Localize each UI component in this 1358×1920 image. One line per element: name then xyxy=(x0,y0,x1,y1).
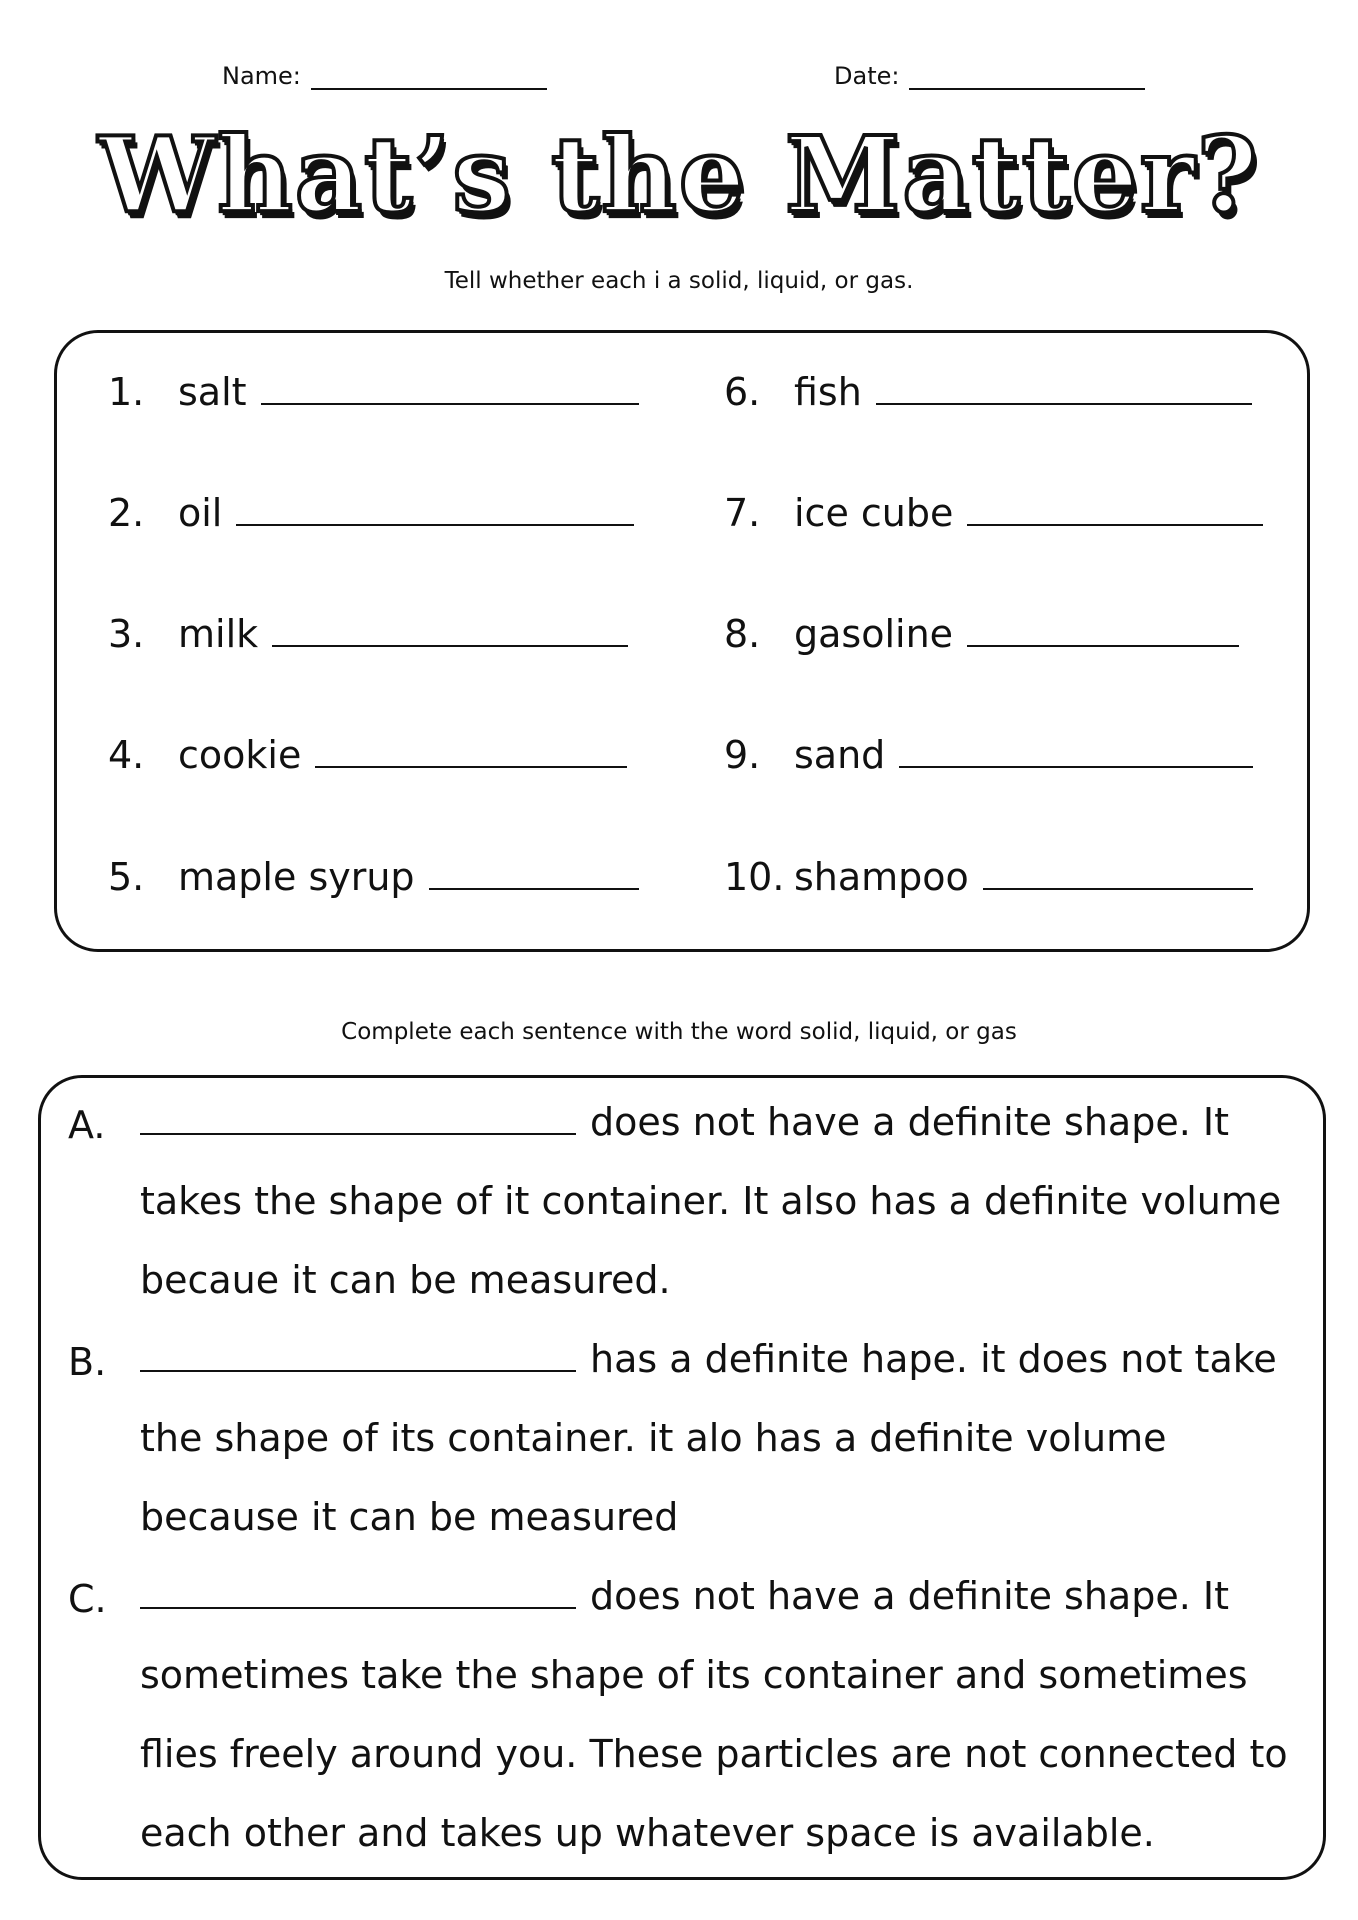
item-word: fish xyxy=(794,370,862,414)
answer-blank[interactable] xyxy=(876,375,1252,405)
answer-blank[interactable] xyxy=(236,496,634,526)
sentence-text: has a definite hape. it does not take the shape of its container. it alo has a definite volume because it can be measured xyxy=(140,1337,1277,1539)
item-number: 5. xyxy=(108,855,145,899)
list-item xyxy=(108,370,639,414)
sentence-text: does not have a definite shape. It takes the shape of it container. It also has a definite volume becaue it can be measured. xyxy=(140,1100,1282,1302)
instruction-part-2: Complete each sentence with the word solid, liquid, or gas xyxy=(341,1019,1017,1045)
item-number: 6. xyxy=(724,370,761,414)
item-number: 2. xyxy=(108,491,145,535)
date-label: Date: xyxy=(834,62,900,90)
answer-blank[interactable] xyxy=(967,496,1263,526)
item-word: salt xyxy=(178,370,247,414)
item-number: 8. xyxy=(724,612,761,656)
list-item xyxy=(108,491,634,535)
name-blank[interactable] xyxy=(311,64,547,90)
name-label: Name: xyxy=(222,62,301,90)
item-word: shampoo xyxy=(794,855,969,899)
instruction-part-1: Tell whether each i a solid, liquid, or gas. xyxy=(444,268,914,294)
answer-blank[interactable] xyxy=(140,1579,576,1609)
answer-blank[interactable] xyxy=(272,617,628,647)
list-item xyxy=(724,491,1263,535)
answer-blank[interactable] xyxy=(315,738,627,768)
worksheet-title: What’s the Matter? xyxy=(98,113,1260,236)
answer-blank[interactable] xyxy=(983,860,1253,890)
sentence-letter: C. xyxy=(68,1577,107,1621)
list-item xyxy=(108,733,627,777)
list-item xyxy=(108,612,628,656)
list-item xyxy=(724,612,1239,656)
sentence-body xyxy=(140,1083,1300,1320)
list-item xyxy=(108,855,639,899)
date-field xyxy=(834,62,1145,90)
answer-blank[interactable] xyxy=(899,738,1253,768)
item-word: oil xyxy=(178,491,223,535)
list-item xyxy=(724,370,1252,414)
sentence-body xyxy=(140,1557,1300,1873)
sentence-letter: B. xyxy=(68,1340,107,1384)
answer-blank[interactable] xyxy=(429,860,639,890)
item-word: maple syrup xyxy=(178,855,415,899)
date-blank[interactable] xyxy=(909,64,1145,90)
answer-blank[interactable] xyxy=(140,1342,576,1372)
item-number: 3. xyxy=(108,612,145,656)
item-word: sand xyxy=(794,733,886,777)
sentence-body xyxy=(140,1320,1300,1557)
sentence-letter: A. xyxy=(68,1103,106,1147)
item-word: ice cube xyxy=(794,491,954,535)
list-item xyxy=(724,855,1253,899)
answer-blank[interactable] xyxy=(140,1105,576,1135)
item-word: cookie xyxy=(178,733,302,777)
item-number: 10. xyxy=(724,855,785,899)
item-word: milk xyxy=(178,612,259,656)
item-number: 7. xyxy=(724,491,761,535)
item-word: gasoline xyxy=(794,612,954,656)
item-number: 9. xyxy=(724,733,761,777)
answer-blank[interactable] xyxy=(261,375,639,405)
name-field xyxy=(222,62,547,90)
item-number: 4. xyxy=(108,733,145,777)
sentence-text: does not have a definite shape. It sometimes take the shape of its container and sometimes flies freely around you. These particles are not connected to each other and takes up whatever space is available. xyxy=(140,1574,1288,1855)
answer-blank[interactable] xyxy=(967,617,1239,647)
list-item xyxy=(724,733,1253,777)
item-number: 1. xyxy=(108,370,145,414)
